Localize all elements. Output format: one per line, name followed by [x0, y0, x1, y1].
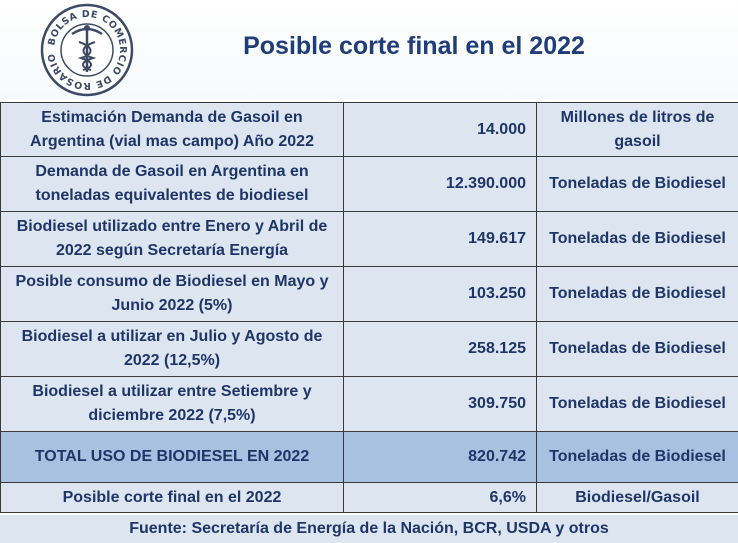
svg-text:BOLSA DE COMERCIO DE ROSARIO: BOLSA DE COMERCIO DE ROSARIO — [46, 8, 129, 92]
header — [0, 0, 738, 100]
row-unit: Millones de litros de gasoil — [537, 103, 738, 157]
row-label: Estimación Demanda de Gasoil en Argentina (vial mas campo) Año 2022 — [1, 103, 344, 157]
total-row — [1, 432, 738, 483]
final-cut-row — [1, 483, 738, 513]
row-value: 14.000 — [344, 103, 537, 157]
row-value: 12.390.000 — [344, 157, 537, 212]
row-unit: Toneladas de Biodiesel — [537, 377, 738, 432]
row-unit: Toneladas de Biodiesel — [537, 267, 738, 322]
table-row — [1, 103, 738, 157]
row-unit: Toneladas de Biodiesel — [537, 157, 738, 212]
row-label: Demanda de Gasoil en Argentina en toneladas equivalentes de biodiesel — [1, 157, 344, 212]
row-value: 258.125 — [344, 322, 537, 377]
total-label: TOTAL USO DE BIODIESEL EN 2022 — [1, 432, 344, 483]
row-label: Biodiesel a utilizar en Julio y Agosto de 2022 (12,5%) — [1, 322, 344, 377]
row-value: 309.750 — [344, 377, 537, 432]
source-footnote: Fuente: Secretaría de Energía de la Nación, BCR, USDA y otros — [0, 515, 738, 543]
table-row — [1, 212, 738, 267]
data-table — [0, 102, 738, 513]
row-unit: Toneladas de Biodiesel — [537, 212, 738, 267]
total-value: 820.742 — [344, 432, 537, 483]
row-value: 103.250 — [344, 267, 537, 322]
final-cut-unit: Biodiesel/Gasoil — [537, 483, 738, 513]
row-label: Biodiesel utilizado entre Enero y Abril de 2022 según Secretaría Energía — [1, 212, 344, 267]
page-title: Posible corte final en el 2022 — [243, 32, 585, 60]
bolsa-comercio-rosario-logo — [36, 2, 138, 98]
table-row — [1, 377, 738, 432]
total-unit: Toneladas de Biodiesel — [537, 432, 738, 483]
row-label: Posible consumo de Biodiesel en Mayo y Junio 2022 (5%) — [1, 267, 344, 322]
final-cut-label: Posible corte final en el 2022 — [1, 483, 344, 513]
final-cut-value: 6,6% — [344, 483, 537, 513]
table-row — [1, 267, 738, 322]
row-unit: Toneladas de Biodiesel — [537, 322, 738, 377]
row-value: 149.617 — [344, 212, 537, 267]
row-label: Biodiesel a utilizar entre Setiembre y diciembre 2022 (7,5%) — [1, 377, 344, 432]
table-row — [1, 157, 738, 212]
table-row — [1, 322, 738, 377]
